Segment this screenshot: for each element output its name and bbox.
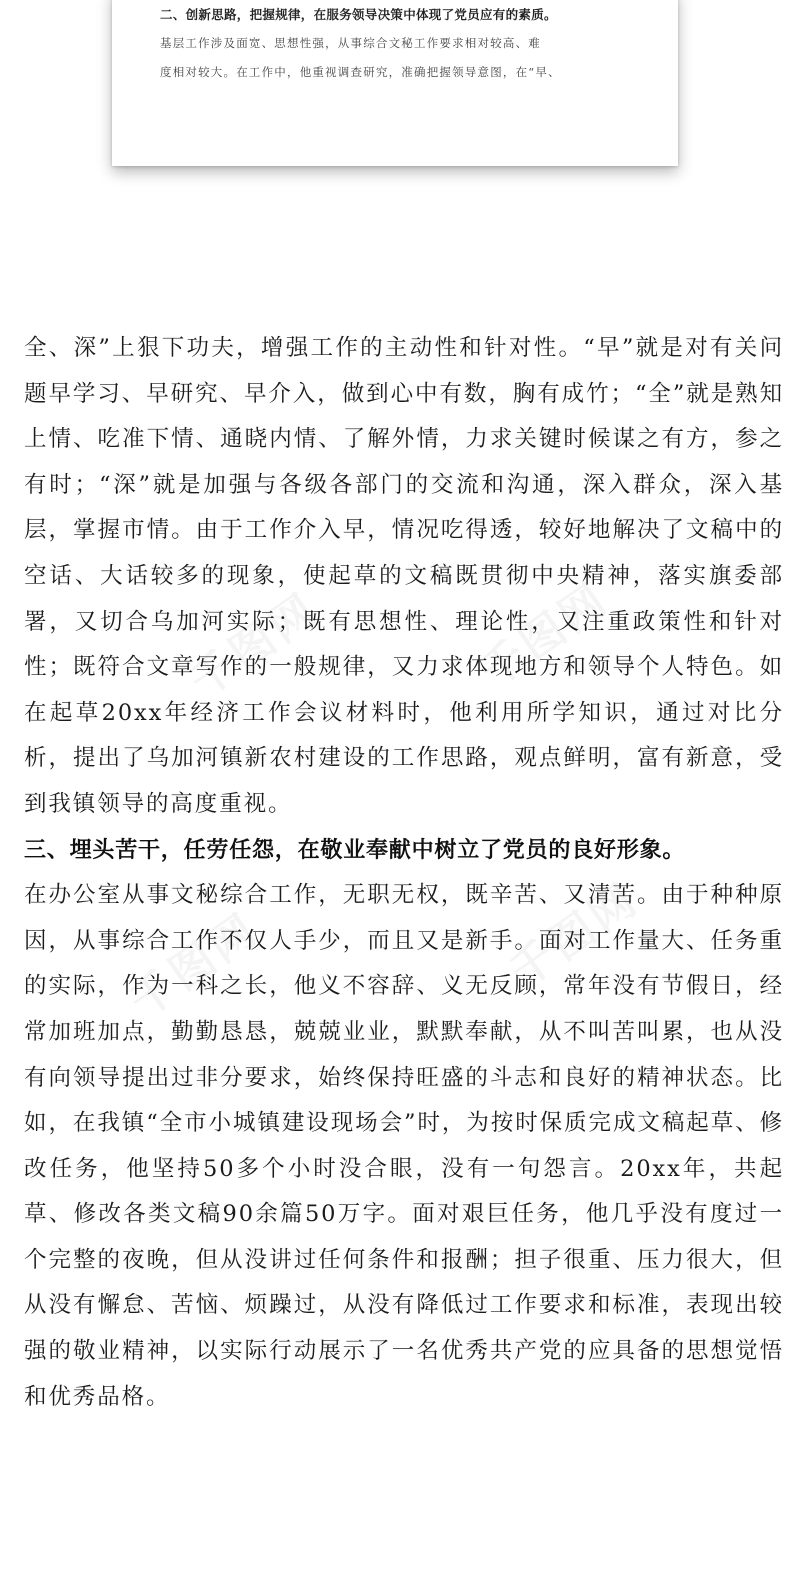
preview-text-line: 基层工作涉及面宽、思想性强，从事综合文秘工作要求相对较高、难 <box>160 36 541 50</box>
section-heading-3: 三、埋头苦干，任劳任怨，在敬业奉献中树立了党员的良好形象。 <box>24 837 686 863</box>
preview-text-line: 度相对较大。在工作中，他重视调查研究，准确把握领导意图，在“早、 <box>160 65 561 79</box>
body-paragraph: 在办公室从事文秘综合工作，无职无权，既辛苦、又清苦。由于种种原因，从事综合工作不仅人手少，而且又是新手。面对工作量大、任务重的实际，作为一科之长，他义不容辞、义无反顾，常年没有节假日，经常加班加点，勤勤恳恳，兢兢业业，默默奉献，从不叫苦叫累，也从没有向领导提出过非分要求，始终保持旺盛的斗志和良好的精神状态。比如，在我镇“全市小城镇建设现场会”时，为按时保质完成文稿起草、修改任务，他坚持50多个小时没合眼，没有一句怨言。20xx年，共起草、修改各类文稿90余篇50万字。面对艰巨任务，他几乎没有度过一个完整的夜晚，但从没讲过任何条件和报酬；担子很重、压力很大，但从没有懈怠、苦恼、烦躁过，从没有降低过工作要求和标准，表现出较强的敬业精神，以实际行动展示了一名优秀共产党的应具备的思想觉悟和优秀品格。 <box>24 882 784 1410</box>
page-preview-card <box>112 0 678 166</box>
body-paragraph: 全、深”上狠下功夫，增强工作的主动性和针对性。“早”就是对有关问题早学习、早研究、早介入，做到心中有数，胸有成竹；“全”就是熟知上情、吃准下情、通晓内情、了解外情，力求关键时候谋之有方，参之有时；“深”就是加强与各级各部门的交流和沟通，深入群众，深入基层，掌握市情。由于工作介入早，情况吃得透，较好地解决了文稿中的空话、大话较多的现象，使起草的文稿既贯彻中央精神，落实旗委部署，又切合乌加河实际；既有思想性、理论性，又注重政策性和针对性；既符合文章写作的一般规律，又力求体现地方和领导个人特色。如在起草20xx年经济工作会议材料时，他利用所学知识，通过对比分析，提出了乌加河镇新农村建设的工作思路，观点鲜明，富有新意，受到我镇领导的高度重视。 <box>24 335 784 817</box>
document-body <box>24 326 784 1420</box>
preview-section-heading: 二、创新思路，把握规律，在服务领导决策中体现了党员应有的素质。 <box>160 7 557 22</box>
